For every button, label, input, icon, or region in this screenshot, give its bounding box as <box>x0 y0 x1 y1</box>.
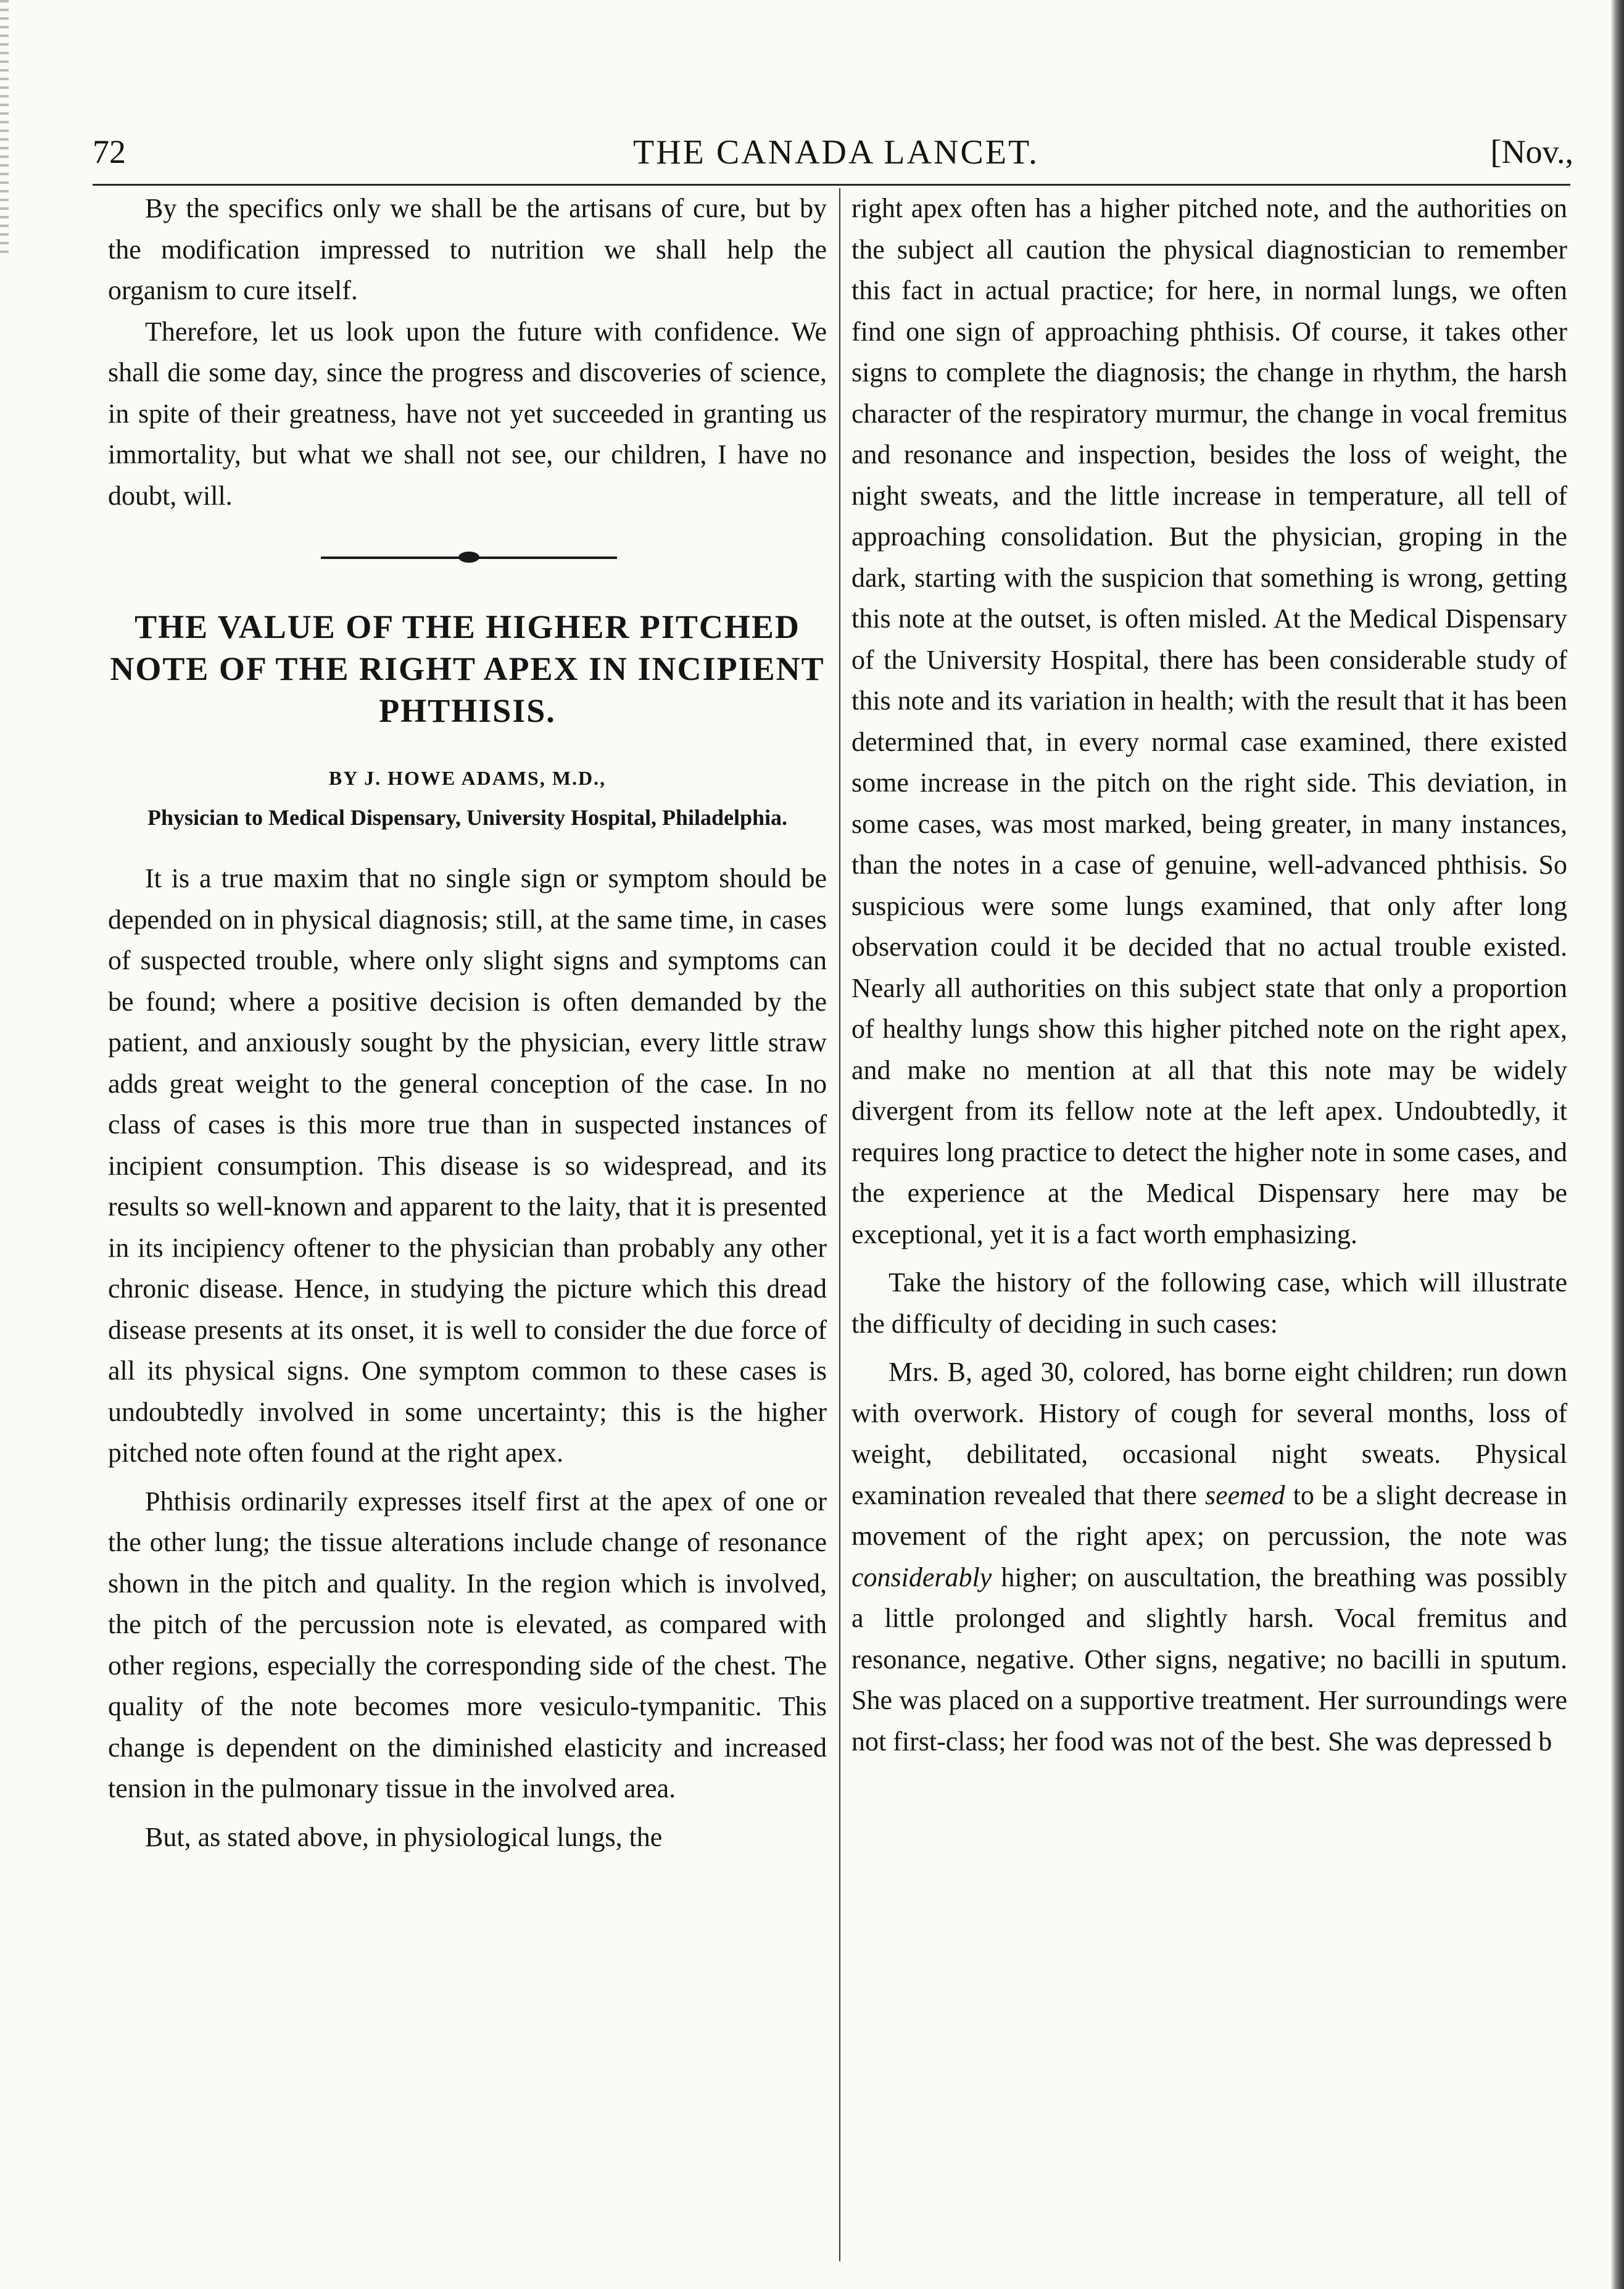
scan-edge-left <box>0 0 9 259</box>
page-number: 72 <box>93 133 126 170</box>
author-affiliation: Physician to Medical Dispensary, University Hospital, Philadelphia. <box>147 805 788 830</box>
case-text: Mrs. B, aged 30, colored, has borne eight children; run down with overwork. History of cough for several months, loss of weight, debilitated, occasional night sweats. Physical examination revealed that there <box>851 1357 1567 1510</box>
case-emphasis: seemed <box>1204 1480 1285 1510</box>
body-paragraph: It is a true maxim that no single sign or symptom should be depended on in physical diagnosis; still, at the same time, in cases of suspected trouble, where only slight signs and symptoms can be found; where a positive decision is often demanded by the patient, and anxiously sought by the physician, every little straw adds great weight to the general conception of the case. In no class of cases is this more true than in suspected instances of incipient consumption. This disease is so widespread, and its results so well-known and apparent to the laity, that it is presented in its incipiency oftener to the physician than probably any other chronic disease. Hence, in studying the picture which this dread disease presents at its onset, it is well to consider the due force of all its physical signs. One symptom common to these cases is undoubtedly involved in some uncertainty; this is the higher pitched note often found at the right apex. <box>108 863 827 1468</box>
case-history-paragraph <box>851 1352 1567 1762</box>
running-header <box>93 133 1580 176</box>
intro-paragraph: Therefore, let us look upon the future with confidence. We shall die some day, since the progress and discoveries of science, in spite of their greatness, have not yet succeeded in granting us immortality, but what we shall not see, our children, I have no doubt, will. <box>108 316 827 511</box>
issue-month: [Nov., <box>1490 133 1573 170</box>
divider-dot <box>458 552 479 563</box>
body-paragraph: right apex often has a higher pitched note, and the authorities on the subject all caution the physical diagnostician to remember this fact in actual practice; for here, in normal lungs, we often find one sign of approaching phthisis. Of course, it takes other signs to complete the diagnosis; the change in rhythm, the harsh character of the respiratory murmur, the change in vocal fremitus and resonance and inspection, besides the loss of weight, the night sweats, and the little increase in temperature, all tell of approaching consolidation. But the physician, groping in the dark, starting with the suspicion that something is wrong, getting this note at the outset, is often misled. At the Medical Dispensary of the University Hospital, there has been considerable study of this note and its variation in health; with the result that it has been determined that, in every normal case examined, there existed some increase in the pitch on the right side. This deviation, in some cases, was most marked, being greater, in many instances, than the notes in a case of genuine, well-advanced phthisis. So suspicious were some lungs examined, that only after long observation could it be decided that no actual trouble existed. Nearly all authorities on this subject state that only a proportion of healthy lungs show this higher pitched note on the right apex, and make no mention at all that this note may be widely divergent from its fellow note at the left apex. Undoubtedly, it requires long practice to detect the higher note in some cases, and the experience at the Medical Dispensary here may be exceptional, yet it is a fact worth emphasizing. <box>851 193 1567 1249</box>
body-paragraph: Take the history of the following case, which will illustrate the difficulty of deciding in such cases: <box>851 1267 1567 1339</box>
case-emphasis: considerably <box>851 1562 992 1592</box>
article-title: THE VALUE OF THE HIGHER PITCHED NOTE OF THE RIGHT APEX IN INCIPIENT PHTHISIS. <box>110 608 825 729</box>
column-divider <box>839 188 840 2261</box>
case-text: to be a slight decrease in movement of the right apex; on percussion, the note was <box>851 1480 1567 1551</box>
right-column <box>851 188 1567 1762</box>
author-byline: BY J. HOWE ADAMS, M.D., <box>328 767 607 789</box>
intro-paragraph: By the specifics only we shall be the artisans of cure, but by the modification impressed to nutrition we shall help the organism to cure itself. <box>108 193 827 305</box>
left-column <box>108 188 827 1858</box>
header-rule <box>93 184 1570 186</box>
body-paragraph: Phthisis ordinarily expresses itself first at the apex of one or the other lung; the tissue alterations include change of resonance shown in the pitch and quality. In the region which is involved, the pitch of the percussion note is elevated, as compared with other regions, especially the corresponding side of the chest. The quality of the note becomes more vesiculo-tympanitic. This change is dependent on the diminished elasticity and increased tension in the pulmonary tissue in the involved area. <box>108 1486 827 1803</box>
scan-edge-right <box>1610 0 1624 2289</box>
journal-title: THE CANADA LANCET. <box>632 133 1040 172</box>
section-divider-ornament <box>108 516 827 572</box>
case-text: higher; on auscultation, the breathing was possibly a little prolonged and slightly harsh. Vocal fremitus and resonance, negative. Other signs, negative; no bacilli in sputum. She was placed on a supportive treatment. Her surroundings were not first-class; her food was not of the best. She was depressed b <box>851 1562 1567 1757</box>
body-paragraph: But, as stated above, in physiological lungs, the <box>145 1821 663 1852</box>
